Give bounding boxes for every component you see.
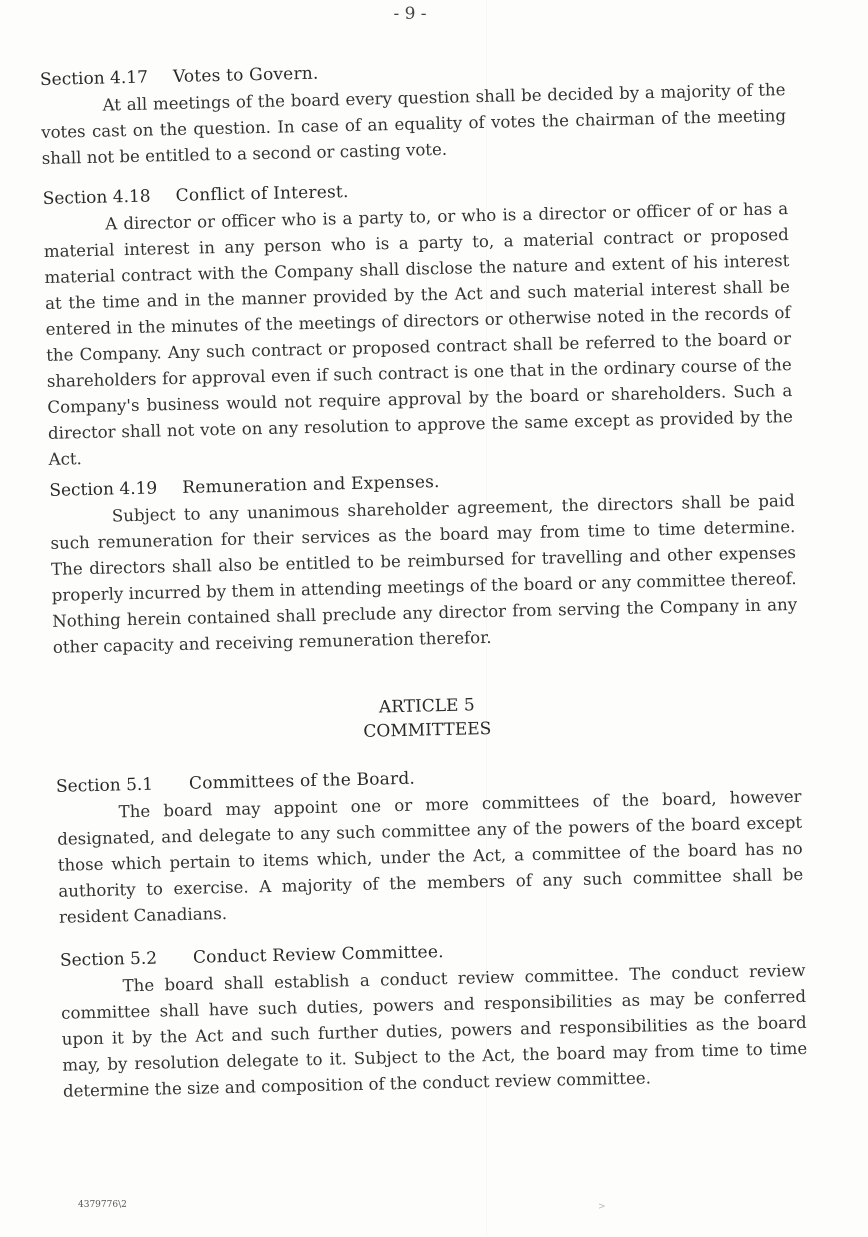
section-body: The board shall establish a conduct review committee. The conduct review committee shall have such duties, powers and responsibilities as may be conferred upon it by the Act and such further duties, powers and responsibilities as the board may, by resolution delegate to it. Subject to the Act, the board may from time to time determine the size and composition of the conduct review committee. xyxy=(60,960,808,1101)
section-title: Remuneration and Expenses. xyxy=(182,472,440,498)
section-5-1 xyxy=(56,760,804,931)
scan-mark: > xyxy=(598,1202,606,1212)
section-4-17 xyxy=(40,53,787,172)
section-5-2 xyxy=(60,934,808,1105)
section-number: Section 4.18 xyxy=(42,186,151,209)
section-body: At all meetings of the board every question shall be decided by a majority of the votes cast on the question. In case of an equality of votes the chairman of the meeting shall not be entitled to a second or casting vote. xyxy=(40,80,787,168)
section-body: A director or officer who is a party to, or who is a director or officer of or has a material interest in any person who is a party to, a material contract or proposed material contract with the Company shall disclose the nature and extent of his interest at the time and in the manner provided by the Act and such material interest shall be entered in the minutes of the meetings of directors or otherwise noted in the records of the Company. Any such contract or proposed contract shall be referred to the board or shareholders for approval even if such contract is one that in the ordinary course of the Company's business would not require approval by the board or shareholders. Such a director shall not vote on any resolution to approve the same except as provided by the Act. xyxy=(43,199,794,469)
section-title: Committees of the Board. xyxy=(188,768,416,794)
section-number: Section 5.1 xyxy=(55,774,154,797)
section-4-19 xyxy=(49,464,798,661)
section-title: Votes to Govern. xyxy=(172,63,319,87)
article-title: COMMITTEES xyxy=(363,718,492,742)
section-body: The board may appoint one or more committees of the board, however designated, and delegate to any such committee any of the powers of the board except those which pertain to items which, under the Act, a committee of the board has no authority to exercise. A majority of the members of any such committee shall be resident Canadians. xyxy=(57,786,804,927)
section-body: Subject to any unanimous shareholder agreement, the directors shall be paid such remuneration for their services as the board may from time to time determine. The directors shall also be entitled to be reimbursed for travelling and other expenses properly incurred by them in attending meetings of the board or any committee thereof. Nothing herein contained shall preclude any director from serving the Company in any other capacity and receiving remuneration therefor. xyxy=(50,490,798,657)
section-number: Section 4.17 xyxy=(39,67,149,90)
article-heading xyxy=(54,686,800,751)
section-title: Conduct Review Committee. xyxy=(192,942,444,968)
document-id: 4379776\2 xyxy=(78,1200,127,1210)
section-number: Section 5.2 xyxy=(59,948,158,971)
section-number: Section 4.19 xyxy=(49,478,158,501)
section-title: Conflict of Interest. xyxy=(175,182,349,206)
article-number: ARTICLE 5 xyxy=(378,695,475,718)
page-number: - 9 - xyxy=(393,4,427,24)
section-4-18 xyxy=(42,172,793,473)
